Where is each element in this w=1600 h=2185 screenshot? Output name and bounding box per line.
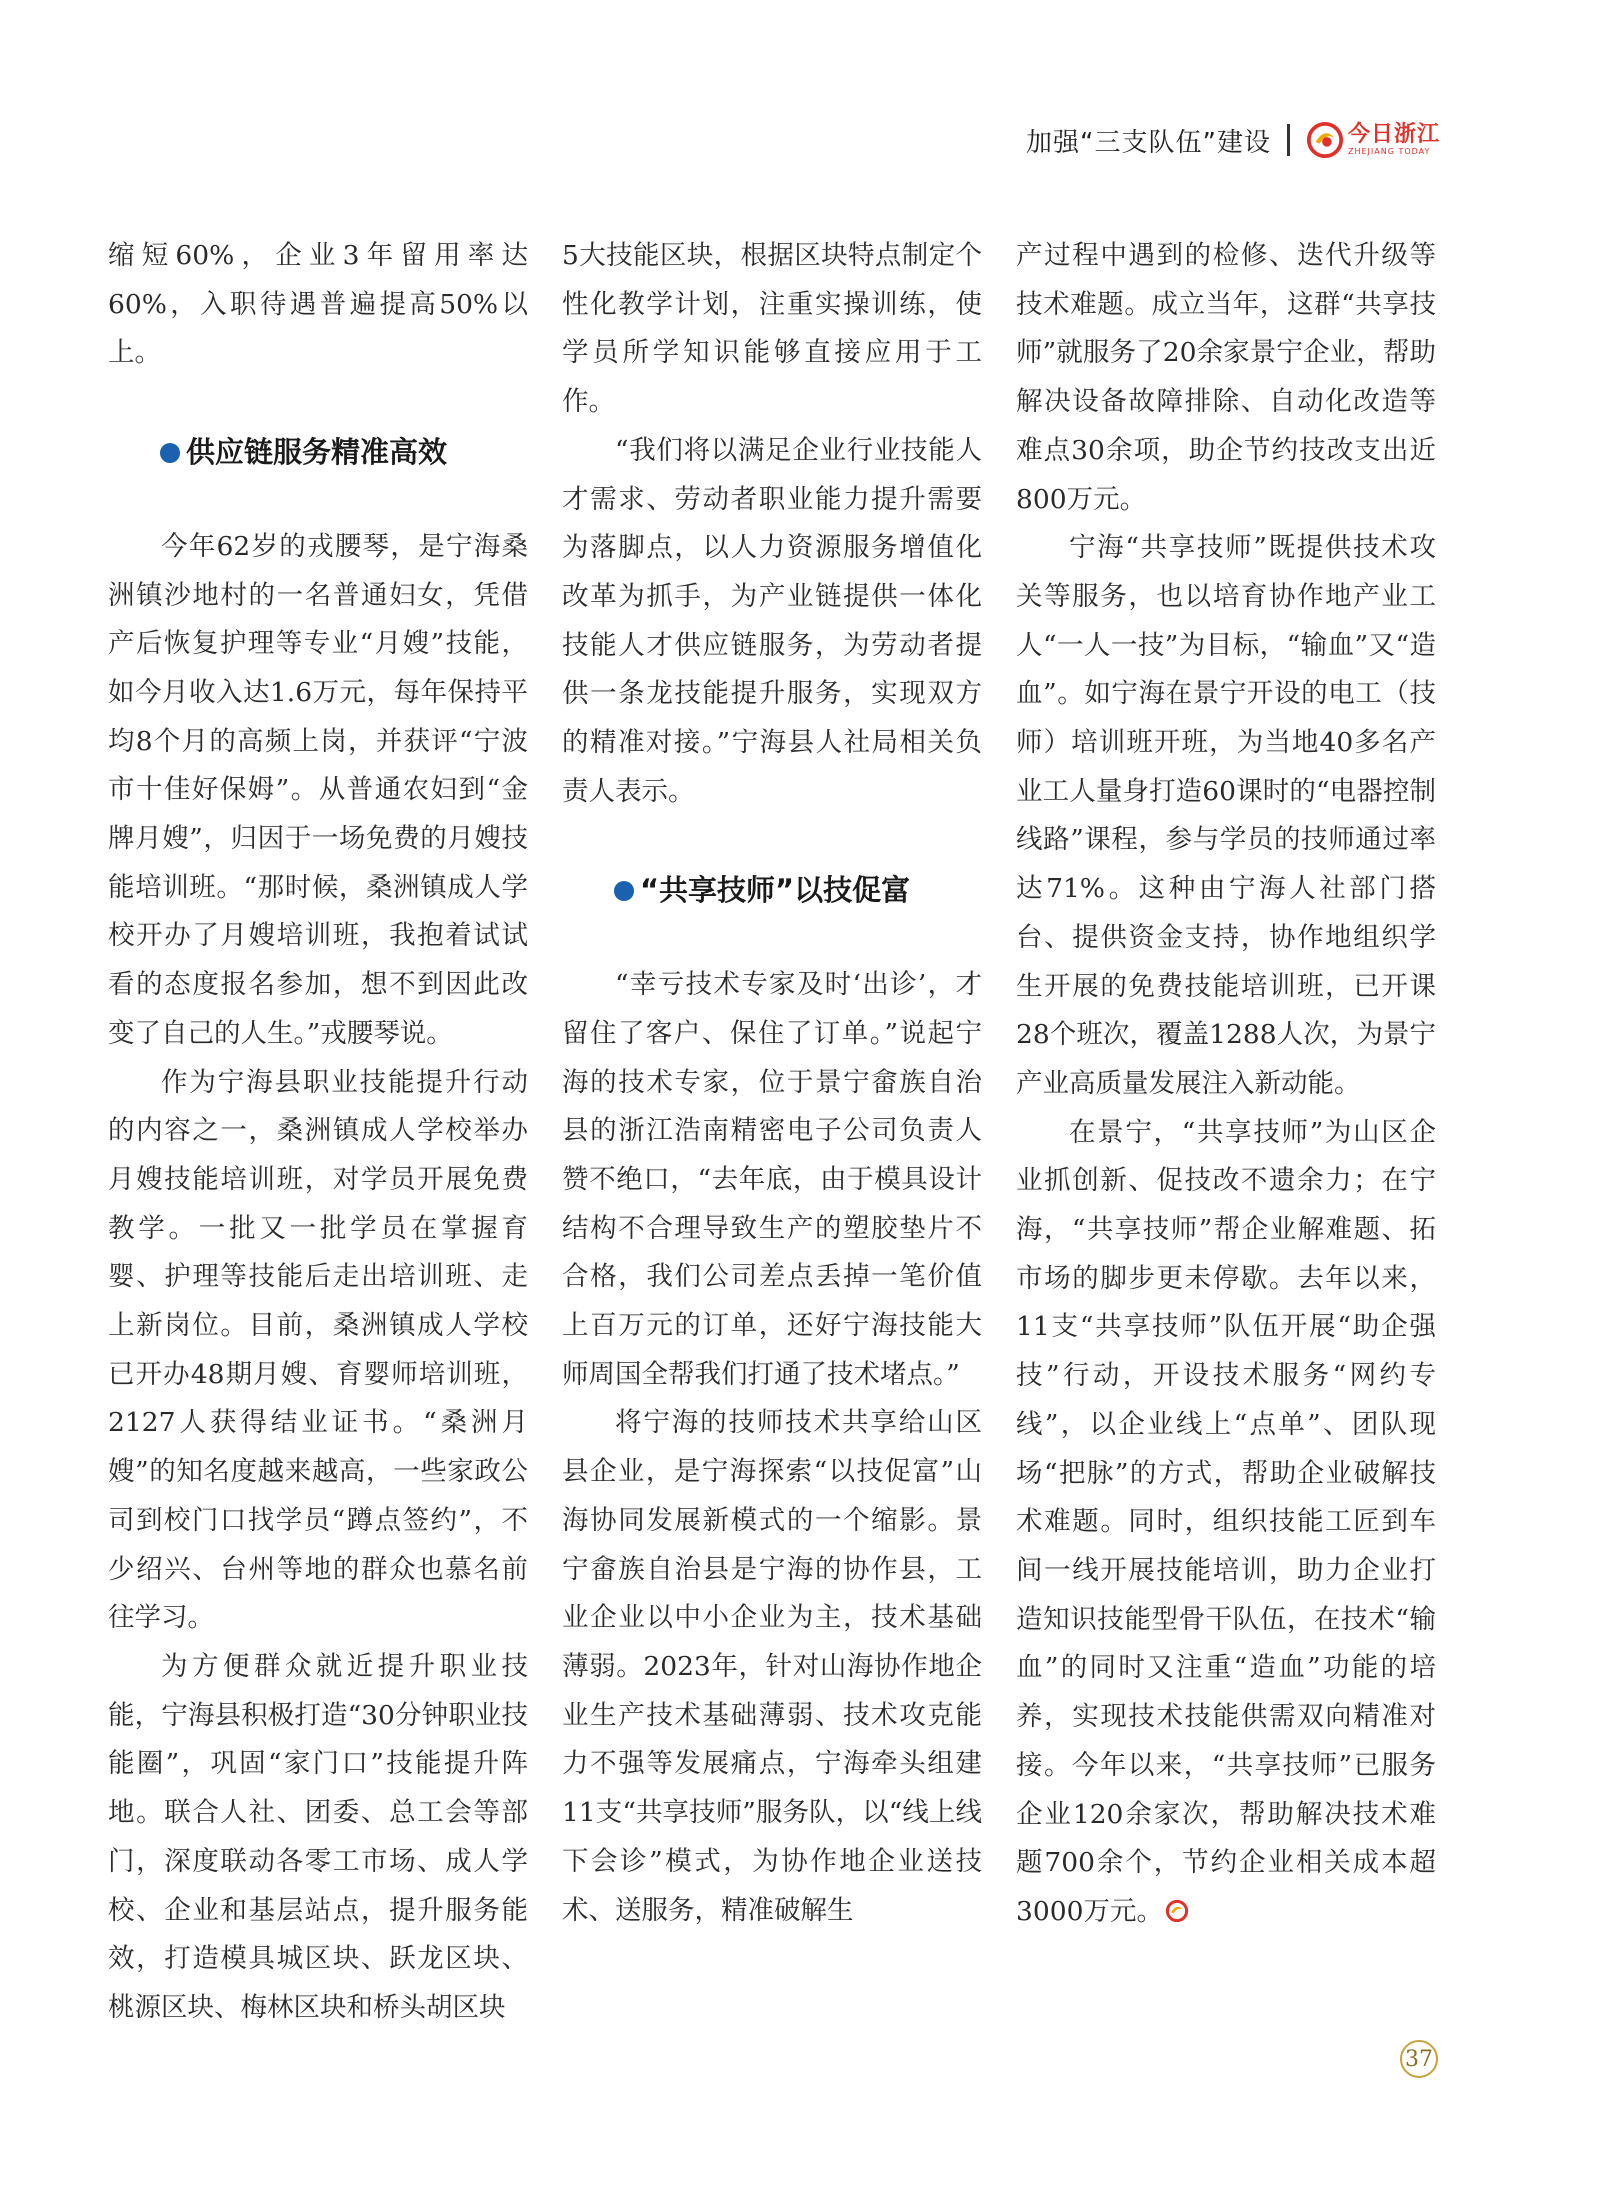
logo-text-cn: 今日浙江 [1347, 122, 1440, 147]
paragraph [1016, 1109, 1436, 1937]
header-divider [1287, 124, 1290, 156]
section-heading-text: “共享技师”以技促富 [640, 873, 911, 908]
paragraph-text: 在景宁，“共享技师”为山区企业抓创新、促技改不遗余力；在宁海，“共享技师”帮企业解难题、拓市场的脚步更未停歇。去年以来，11支“共享技师”队伍开展“助企强技”行动，开设技术服务“网约专线”，以企业线上“点单”、团队现场“把脉”的方式，帮助企业破解技术难题。同时，组织技能工匠到车间一线开展技能培训，助力企业打造知识技能型骨干队伍，在技术“输血”的同时又注重“造血”功能的培养，实现技术技能供需双向精准对接。今年以来，“共享技师”已服务企业120余家次，帮助解决技术难题700余个，节约企业相关成本超3000万元。 [1016, 1116, 1436, 1927]
paragraph: 缩短60%，企业3年留用率达60%，入职待遇普遍提高50%以上。 [108, 240, 528, 369]
section-heading [562, 866, 982, 915]
paragraph: 作为宁海县职业技能提升行动的内容之一，桑洲镇成人学校举办月嫂技能培训班，对学员开展免费教学。一批又一批学员在掌握育婴、护理等技能后走出培训班、走上新岗位。目前，桑洲镇成人学校已开办48期月嫂、育婴师培训班，2127人获得结业证书。“桑洲月嫂”的知名度越来越高，一些家政公司到校门口找学员“蹲点签约”，不少绍兴、台州等地的群众也慕名前往学习。 [108, 1066, 528, 1634]
paragraph: 5大技能区块，根据区块特点制定个性化教学计划，注重实操训练，使学员所学知识能够直接应用于工作。 [562, 240, 982, 418]
end-logo-icon [1165, 1899, 1189, 1923]
page-header [1026, 118, 1440, 162]
magazine-logo [1306, 121, 1440, 159]
article-column-2 [562, 232, 982, 1935]
paragraph: 今年62岁的戎腰琴，是宁海桑洲镇沙地村的一名普通妇女，凭借产后恢复护理等专业“月嫂”技能，如今月收入达1.6万元，每年保持平均8个月的高频上岗，并获评“宁波市十佳好保姆”。从普通农妇到“金牌月嫂”，归因于一场免费的月嫂技能培训班。“那时候，桑洲镇成人学校开办了月嫂培训班，我抱着试试看的态度报名参加，想不到因此改变了自己的人生。”戎腰琴说。 [108, 530, 528, 1049]
paragraph: “幸亏技术专家及时‘出诊’，才留住了客户、保住了订单。”说起宁海的技术专家，位于景宁畲族自治县的浙江浩南精密电子公司负责人赞不绝口，“去年底，由于模具设计结构不合理导致生产的塑胶垫片不合格，我们公司差点丢掉一笔价值上百万元的订单，还好宁海技能大师周国全帮我们打通了技术堵点。” [562, 969, 982, 1390]
logo-swirl-icon [1306, 121, 1344, 159]
logo-text-en: ZHEJIANG TODAY [1347, 147, 1431, 156]
section-heading [108, 428, 528, 477]
section-heading-text: 供应链服务精准高效 [186, 435, 448, 470]
bullet-dot-icon [614, 881, 634, 901]
bullet-dot-icon [160, 443, 180, 463]
paragraph: 产过程中遇到的检修、迭代升级等技术难题。成立当年，这群“共享技师”就服务了20余家景宁企业，帮助解决设备故障排除、自动化改造等难点30余项，助企节约技改支出近800万元。 [1016, 240, 1436, 515]
paragraph: 宁海“共享技师”既提供技术攻关等服务，也以培育协作地产业工人“一人一技”为目标，“输血”又“造血”。如宁海在景宁开设的电工（技师）培训班开班，为当地40多名产业工人量身打造60课时的“电器控制线路”课程，参与学员的技师通过率达71%。这种由宁海人社部门搭台、提供资金支持，协作地组织学生开展的免费技能培训班，已开课28个班次，覆盖1288人次，为景宁产业高质量发展注入新动能。 [1016, 532, 1436, 1099]
section-title: 加强“三支队伍”建设 [1026, 127, 1271, 158]
paragraph: 为方便群众就近提升职业技能，宁海县积极打造“30分钟职业技能圈”，巩固“家门口”技能提升阵地。联合人社、团委、总工会等部门，深度联动各零工市场、成人学校、企业和基层站点，提升服务能效，打造模具城区块、跃龙区块、桃源区块、梅林区块和桥头胡区块 [108, 1650, 528, 2023]
page-number: 37 [1400, 2040, 1438, 2078]
paragraph: “我们将以满足企业行业技能人才需求、劳动者职业能力提升需要为落脚点，以人力资源服务增值化改革为抓手，为产业链提供一体化技能人才供应链服务，为劳动者提供一条龙技能提升服务，实现双方的精准对接。”宁海县人社局相关负责人表示。 [562, 434, 982, 807]
article-column-3 [1016, 232, 1436, 1937]
paragraph: 将宁海的技师技术共享给山区县企业，是宁海探索“以技促富”山海协同发展新模式的一个缩影。景宁畲族自治县是宁海的协作县，工业企业以中小企业为主，技术基础薄弱。2023年，针对山海协作地企业生产技术基础薄弱、技术攻克能力不强等发展痛点，宁海牵头组建11支“共享技师”服务队，以“线上线下会诊”模式，为协作地企业送技术、送服务，精准破解生 [562, 1407, 982, 1926]
article-column-1 [108, 232, 528, 2033]
